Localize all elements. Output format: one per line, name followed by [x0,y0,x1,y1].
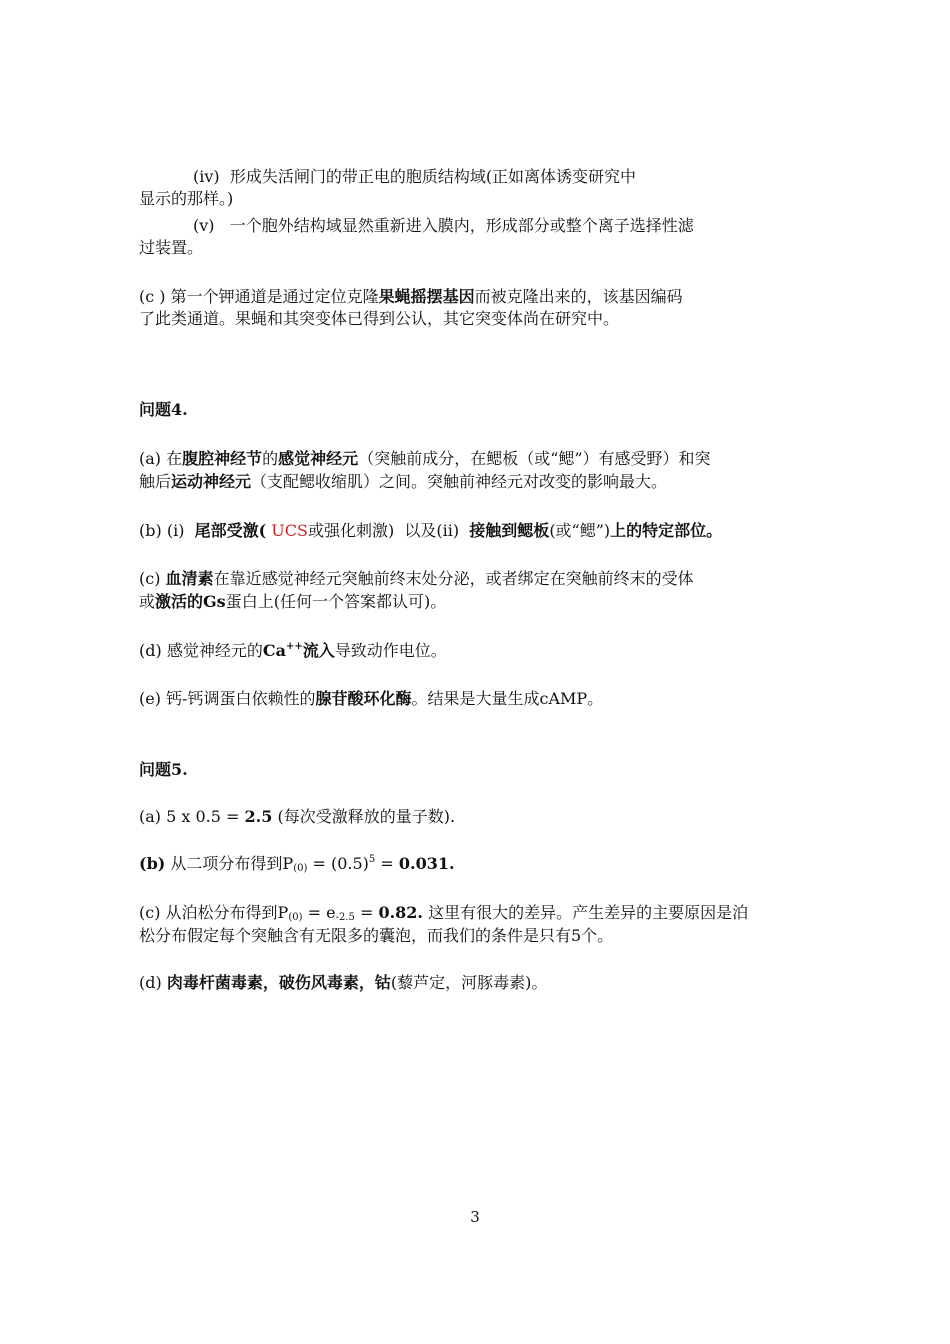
q4-c-p1: 在靠近感觉神经元突触前终末处分泌，或者绑定在突触前终末的受体 [213,569,694,588]
q5-a-p1: 5 x 0.5 = [166,807,240,826]
q4-b-red: UCS [271,521,308,540]
q4-c-b1: 血清素 [165,569,214,588]
q4-a-p2: 的 [262,449,279,468]
q4-a-line2 [139,471,667,493]
q4-a-l2a: 触后 [139,472,172,491]
q5-c-p2: = e [307,903,336,922]
q4-b-b1: 尾部受激( [194,521,267,540]
q4-e-b1: 腺苷酸环化酶 [315,689,412,708]
q5-d-line [139,972,547,994]
q5-b-p1: 从二项分布得到P [170,854,294,873]
item-iv-line2 [139,188,233,210]
q4-d-line [139,640,447,662]
q4-b-p4: (或“鳃”) [549,521,611,540]
q4-c-line2 [139,591,446,613]
q4-e-label: (e) [139,689,161,708]
q5-b-label: (b) [139,854,166,873]
item-iv-line1 [193,166,636,188]
q4-d-p1: 感觉神经元的 [166,641,263,660]
q5-c-line2 [139,925,613,947]
item-v-line2 [139,237,203,259]
q4-c-b2: 激活的Gs [155,592,226,611]
q4-d-sup: ++ [285,641,303,652]
q4-a-p3: （突触前成分，在鳃板（或“鳃”）有感受野）和突 [358,449,711,468]
q5-c-p3: = [359,903,374,922]
q5-d-b1: 肉毒杆菌毒素，破伤风毒素，钴 [166,973,391,992]
q4-a-b1: 腹腔神经节 [182,449,263,468]
q4-b-p1: (i) [166,521,185,540]
q5-a-line [139,806,455,828]
q4-c-l2a: 或 [139,592,156,611]
q4-c-label: (c) [139,569,161,588]
item-iv-text: 形成失活闸门的带正电的胞质结构域(正如离体诱变研究中 [229,167,637,186]
item-iv-text2: 显示的那样。) [139,189,234,208]
q4-d-label: (d) [139,641,162,660]
q4-a-l2b: （支配鳃收缩肌）之间。突触前神经元对改变的影响最大。 [251,472,668,491]
q4-a-label: (a) [139,449,162,468]
q4-d-p2: 导致动作电位。 [334,641,447,660]
q4-d-b1: Ca [262,641,286,660]
q4-b-p2: 或强化刺激) [307,521,395,540]
q4-c-l2c: (任何一个答案都认可)。 [273,592,447,611]
q5-a-p2: (每次受激释放的量子数). [277,807,456,826]
q5-c-sub: (0) [288,912,303,923]
q4-e-p2: 。结果是大量生成cAMP。 [411,689,604,708]
q4-b-b3: 上的特定部位。 [610,521,723,540]
q5-a-b1: 2.5 [244,807,273,826]
q4-a-line1 [139,448,711,470]
q4-b-b2: 接触到鳃板 [469,521,550,540]
q5-c-sub2: -2.5 [335,912,355,923]
q4-b-label: (b) [139,521,162,540]
item-v-text: 一个胞外结构域显然重新进入膜内，形成部分或整个离子选择性滤 [229,216,694,235]
item-c3-line2 [139,308,619,330]
q4-d-b2: 流入 [302,641,335,660]
q5-d-label: (d) [139,973,162,992]
q4-a-p1: 在 [166,449,183,468]
q5-b-sup: 5 [368,854,376,865]
q4-e-p1: 钙-钙调蛋白依赖性的 [166,689,316,708]
item-v-label: (v) [193,216,215,235]
item-c3-text2: 了此类通道。果蝇和其突变体已得到公认，其它突变体尚在研究中。 [139,309,620,328]
q4-c-line1 [139,568,694,590]
item-v-line1 [193,215,694,237]
item-c3-post: 而被克隆出来的，该基因编码 [474,287,683,306]
q4-b-p3: 以及(ii) [404,521,460,540]
q4-b-line [139,520,722,542]
q4-a-b2: 感觉神经元 [278,449,359,468]
q5-d-p1: (藜芦定，河豚毒素)。 [390,973,548,992]
q5-b-p2: = (0.5) [312,854,369,873]
item-c3-bold: 果蝇摇摆基因 [378,287,475,306]
q5-c-label: (c) [139,903,161,922]
q4-a-b3: 运动神经元 [171,472,252,491]
item-c3-line1 [139,286,683,308]
q5-c-b1: 0.82. [378,903,423,922]
q5-c-line1 [139,902,748,924]
q5-c-p4: 这里有很大的差异。产生差异的主要原因是泊 [428,903,749,922]
question-5-title: 问题5. [139,760,188,779]
q5-b-p3: = [380,854,394,873]
q5-b-b1: 0.031. [398,854,455,873]
page-number: 3 [470,1208,480,1226]
q5-c-p1: 从泊松分布得到P [165,903,289,922]
q4-e-line [139,688,603,710]
q5-c-text2: 松分布假定每个突触含有无限多的囊泡，而我们的条件是只有5个。 [139,926,614,945]
question-4-title: 问题4. [139,400,188,419]
item-c3-pre: 第一个钾通道是通过定位克隆 [170,287,379,306]
item-iv-label: (iv) [193,167,220,186]
item-c3-label: (c ) [139,287,166,306]
q5-b-line [139,853,455,875]
q4-c-l2b: 蛋白上 [225,592,274,611]
q5-a-label: (a) [139,807,162,826]
item-v-text2: 过装置。 [139,238,204,257]
q5-b-sub: (0) [293,863,308,874]
